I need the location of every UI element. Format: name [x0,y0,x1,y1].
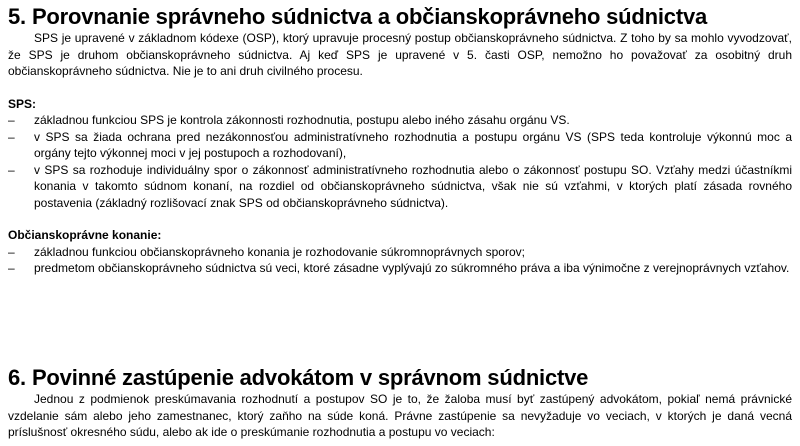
section-5-intro: SPS je upravené v základnom kódexe (OSP), ktorý upravuje procesný postup občianskoprávneho súdnictva. Z toho by sa mohlo vyvodzovať, že SPS je druhom občianskoprávneho súdnictva. Aj keď SPS je upravené v 5. časti OSP, nemožno ho považovať za osobitný druh občianskoprávneho súdnictva. Nie je to ani druh civilného procesu. [8,31,792,78]
section-5-title: Porovnanie správneho súdnictva a občianskoprávneho súdnictva [31,4,708,29]
list-item: – v SPS sa žiada ochrana pred nezákonnosťou administratívneho rozhodnutia a postupu orgánu VS (SPS teda kontroluje výkonnú moc a orgány tejto výkonnej moci v jej postupoch a rozhodovaní), [8,129,792,160]
dash-bullet: – [8,113,15,127]
section-6-number: 6. [8,365,26,390]
dash-bullet: – [8,129,15,144]
section-5-heading [8,4,792,30]
section-6-heading [8,365,792,391]
sps-list [8,112,792,211]
list-item: – základnou funkciou občianskoprávneho konania je rozhodovanie súkromnoprávnych sporov; [8,244,525,259]
section-5-number: 5. [8,4,26,29]
list-item: – v SPS sa rozhoduje individuálny spor o zákonnosť administratívneho rozhodnutia alebo o zákonnosť postupu SO. Vzťahy medzi účastníkmi konania v takomto súdnom konaní, na rozdiel od občianskoprávneho súdnictva, však nie sú vzťahmi, v ktorých platí zásada rovného postavenia (základný rozlišovací znak SPS od občianskoprávneho súdnictva). [8,162,792,210]
section-6 [8,365,792,441]
list-item: – predmetom občianskoprávneho súdnictva sú veci, ktoré zásadne vyplývajú zo súkromného práva a iba výnimočne z verejnoprávnych vzťahov. [8,261,790,275]
sps-label: SPS: [8,96,37,111]
civil-label: Občianskoprávne konanie: [8,228,162,242]
section-6-title: Povinné zastúpenie advokátom v správnom súdnictve [31,365,589,390]
section-6-intro: Jednou z podmienok preskúmavania rozhodnutí a postupov SO je to, že žaloba musí byť zastúpený advokátom, pokiaľ nemá právnické vzdelanie sám alebo jeho zamestnanec, ktorý zaňho na súde koná. Právne zastúpenie sa nevyžaduje vo veciach, v ktorých je daná vecná príslušnosť okresného súdu, alebo ak ide o preskúmanie rozhodnutia a postupu vo veciach: [8,392,792,439]
dash-bullet: – [8,162,15,177]
dash-bullet: – [8,261,15,275]
civil-list [8,244,792,277]
list-item: – základnou funkciou SPS je kontrola zákonnosti rozhodnutia, postupu alebo iného zásahu orgánu VS. [8,113,570,127]
dash-bullet: – [8,244,15,259]
section-5 [8,4,792,277]
